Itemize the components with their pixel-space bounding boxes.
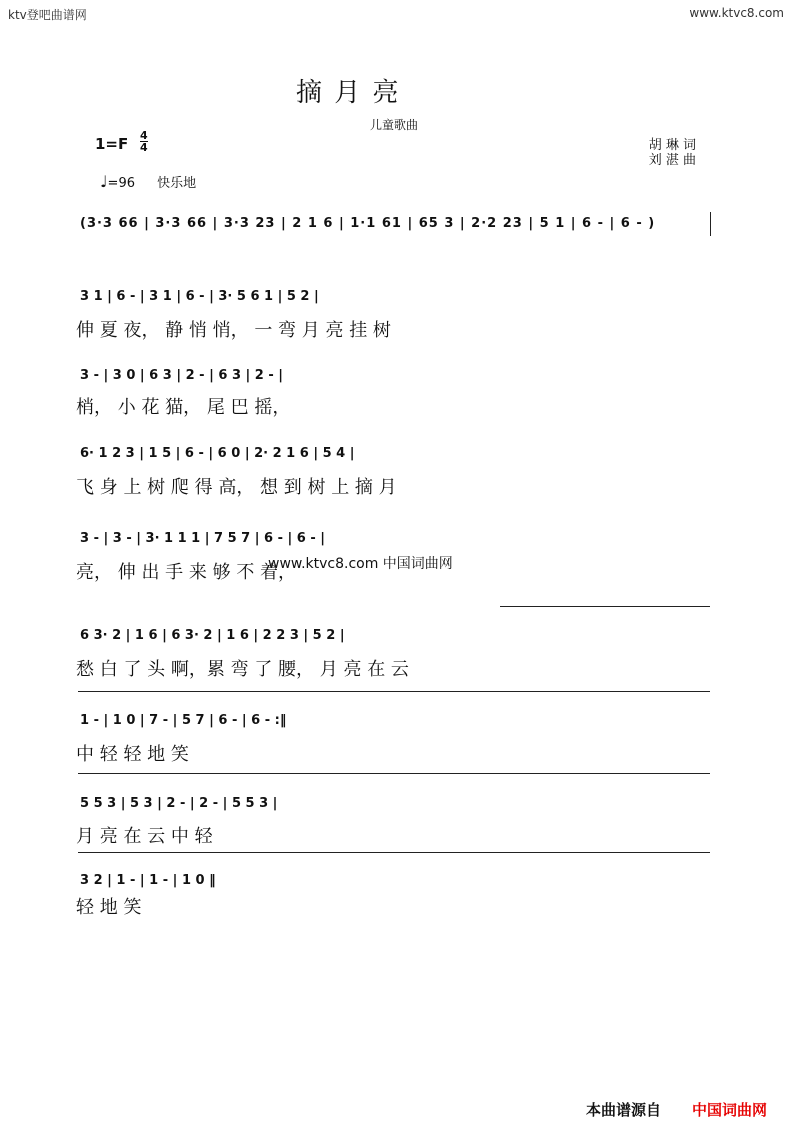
notes-line-1: 3 1 | 6 - | 3 1 | 6 - | 3· 5 6 1 | 5 2 | <box>80 289 319 304</box>
lyrics-line-8: 轻 地 笑 <box>76 897 142 918</box>
notes-line-3: 6· 1 2 3 | 1 5 | 6 - | 6 0 | 2· 2 1 6 | 5 4 | <box>80 446 355 461</box>
watermark: www.ktvc8.com 中国词曲网 <box>268 556 453 572</box>
lyrics-line-7: 月 亮 在 云 中 轻 <box>76 826 213 847</box>
site-url-right[interactable]: www.ktvc8.com <box>689 6 784 20</box>
intro-line: (3·3 66 | 3·3 66 | 3·3 23 | 2 1 6 | 1·1 61 | 65 3 | 2·2 23 | 5 1 | 6 - | 6 - ) <box>80 216 656 231</box>
lyrics-line-4: 亮， 伸 出 手 来 够 不 着， <box>76 562 297 583</box>
key-signature: 1=F <box>95 135 129 153</box>
volta-bracket <box>78 852 710 853</box>
time-signature: 4 4 <box>140 129 148 154</box>
lyrics-line-5: 愁 白 了 头 啊，累 弯 了 腰， 月 亮 在 云 <box>76 659 409 680</box>
lyrics-line-3: 飞 身 上 树 爬 得 高， 想 到 树 上 摘 月 <box>76 477 397 498</box>
tempo-word: 快乐地 <box>157 176 197 191</box>
notes-line-4: 3 - | 3 - | 3· 1 1 1 | 7 5 7 | 6 - | 6 - | <box>80 531 326 546</box>
song-title: 摘 月 亮 <box>296 78 401 108</box>
notes-line-2: 3 - | 3 0 | 6 3 | 2 - | 6 3 | 2 - | <box>80 368 284 383</box>
song-subtitle: 儿童歌曲 <box>370 118 419 132</box>
notes-line-8: 3 2 | 1 - | 1 - | 1 0 ‖ <box>80 873 216 888</box>
lyrics-line-2: 梢， 小 花 猫， 尾 巴 摇， <box>76 397 291 418</box>
notes-line-7: 5 5 3 | 5 3 | 2 - | 2 - | 5 5 3 | <box>80 796 278 811</box>
notes-line-5: 6 3· 2 | 1 6 | 6 3· 2 | 1 6 | 2 2 3 | 5 2 | <box>80 628 345 643</box>
volta-bracket <box>78 773 710 774</box>
lyricist: 胡 琳 词 <box>648 138 696 153</box>
barline <box>710 212 711 236</box>
footer-source-label: 本曲谱源自 <box>586 1101 662 1119</box>
composer: 刘 湛 曲 <box>648 153 696 168</box>
quarter-note-icon: ♩ <box>100 172 108 191</box>
credits <box>649 138 696 168</box>
site-name-left: ktv登吧曲谱网 <box>8 8 87 22</box>
footer-site-link[interactable]: 中国词曲网 <box>692 1101 768 1119</box>
lyrics-line-1: 伸 夏 夜， 静 悄 悄， 一 弯 月 亮 挂 树 <box>76 320 391 341</box>
lyrics-line-6: 中 轻 轻 地 笑 <box>76 744 189 765</box>
volta-bracket <box>500 606 710 607</box>
volta-bracket <box>78 691 710 692</box>
notes-line-6: 1 - | 1 0 | 7 - | 5 7 | 6 - | 6 - :‖ <box>80 713 287 728</box>
tempo-marking: ♩=96 快乐地 <box>100 172 197 191</box>
